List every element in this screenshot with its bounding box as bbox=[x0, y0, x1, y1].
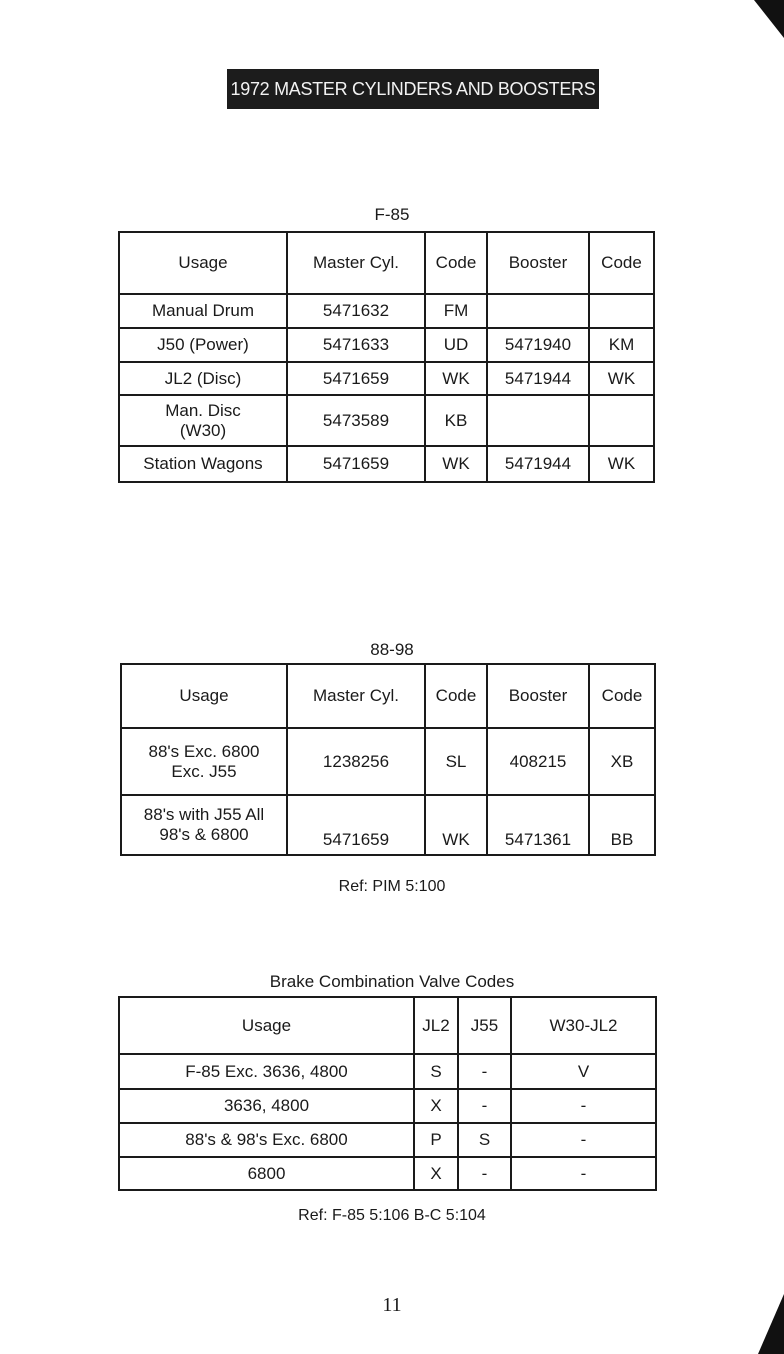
table-cell: Man. Disc (W30) bbox=[119, 395, 287, 446]
table-row bbox=[119, 1123, 656, 1157]
table-cell: - bbox=[511, 1123, 656, 1157]
page-title: 1972 MASTER CYLINDERS AND BOOSTERS bbox=[227, 69, 599, 109]
table-header-row bbox=[119, 997, 656, 1054]
table-cell: 5471944 bbox=[487, 446, 589, 482]
table-cell: 88's Exc. 6800 Exc. J55 bbox=[121, 728, 287, 795]
brake-combination-valve-table bbox=[118, 996, 657, 1191]
column-header: Code bbox=[589, 664, 655, 728]
column-header: Usage bbox=[119, 997, 414, 1054]
column-header: Booster bbox=[487, 664, 589, 728]
table-cell: 88's with J55 All 98's & 6800 bbox=[121, 795, 287, 855]
table-cell: WK bbox=[425, 795, 487, 855]
table-cell: 3636, 4800 bbox=[119, 1089, 414, 1123]
table-cell: 5471940 bbox=[487, 328, 589, 362]
column-header: Master Cyl. bbox=[287, 664, 425, 728]
f85-master-cylinder-table bbox=[118, 231, 655, 483]
table-cell: 408215 bbox=[487, 728, 589, 795]
table-cell: 5473589 bbox=[287, 395, 425, 446]
table-row bbox=[119, 362, 654, 395]
table-cell: 5471659 bbox=[287, 795, 425, 855]
table-cell bbox=[589, 395, 654, 446]
table-cell: 88's & 98's Exc. 6800 bbox=[119, 1123, 414, 1157]
table-cell: X bbox=[414, 1157, 458, 1190]
88-98-master-cylinder-table bbox=[120, 663, 656, 856]
page-corner-shadow-top bbox=[754, 0, 784, 38]
table2-reference: Ref: PIM 5:100 bbox=[338, 878, 446, 895]
table-row bbox=[121, 795, 655, 855]
table-cell: - bbox=[458, 1089, 511, 1123]
table-cell: 5471632 bbox=[287, 294, 425, 328]
table-cell: S bbox=[414, 1054, 458, 1089]
table-row bbox=[119, 1054, 656, 1089]
table-cell bbox=[487, 395, 589, 446]
table-cell: V bbox=[511, 1054, 656, 1089]
table-cell: WK bbox=[589, 362, 654, 395]
table-cell: WK bbox=[589, 446, 654, 482]
column-header: Code bbox=[425, 664, 487, 728]
table-row bbox=[119, 446, 654, 482]
table-cell: - bbox=[511, 1089, 656, 1123]
table-cell: KB bbox=[425, 395, 487, 446]
table-row bbox=[119, 1089, 656, 1123]
table-cell: FM bbox=[425, 294, 487, 328]
table-cell: 5471361 bbox=[487, 795, 589, 855]
table-cell: - bbox=[511, 1157, 656, 1190]
table-cell: Station Wagons bbox=[119, 446, 287, 482]
column-header: Booster bbox=[487, 232, 589, 294]
table-cell: - bbox=[458, 1157, 511, 1190]
table-cell: P bbox=[414, 1123, 458, 1157]
table-cell bbox=[589, 294, 654, 328]
table-header-row bbox=[121, 664, 655, 728]
table3-reference: Ref: F-85 5:106 B-C 5:104 bbox=[298, 1207, 486, 1224]
column-header: Code bbox=[589, 232, 654, 294]
column-header: Usage bbox=[119, 232, 287, 294]
table-row bbox=[119, 395, 654, 446]
table-cell: SL bbox=[425, 728, 487, 795]
table-cell: BB bbox=[589, 795, 655, 855]
table-cell: J50 (Power) bbox=[119, 328, 287, 362]
table-row bbox=[119, 294, 654, 328]
table-cell: WK bbox=[425, 446, 487, 482]
table-cell: WK bbox=[425, 362, 487, 395]
table-cell: 5471633 bbox=[287, 328, 425, 362]
table-cell: 1238256 bbox=[287, 728, 425, 795]
table-row bbox=[119, 1157, 656, 1190]
table2-caption: 88-98 bbox=[370, 640, 414, 659]
column-header: Code bbox=[425, 232, 487, 294]
table-cell: XB bbox=[589, 728, 655, 795]
table-row bbox=[121, 728, 655, 795]
table-cell: 6800 bbox=[119, 1157, 414, 1190]
column-header: J55 bbox=[458, 997, 511, 1054]
table-cell: 5471659 bbox=[287, 362, 425, 395]
table1-caption: F-85 bbox=[374, 205, 410, 224]
table-row bbox=[119, 328, 654, 362]
column-header: Usage bbox=[121, 664, 287, 728]
table-cell: F-85 Exc. 3636, 4800 bbox=[119, 1054, 414, 1089]
table-cell bbox=[487, 294, 589, 328]
column-header: JL2 bbox=[414, 997, 458, 1054]
table-cell: Manual Drum bbox=[119, 294, 287, 328]
table-cell: KM bbox=[589, 328, 654, 362]
table-cell: JL2 (Disc) bbox=[119, 362, 287, 395]
table-cell: 5471944 bbox=[487, 362, 589, 395]
table-cell: - bbox=[458, 1054, 511, 1089]
table-cell: UD bbox=[425, 328, 487, 362]
page-number: 11 bbox=[382, 1294, 402, 1316]
table-header-row bbox=[119, 232, 654, 294]
table-cell: X bbox=[414, 1089, 458, 1123]
table-cell: S bbox=[458, 1123, 511, 1157]
table3-caption: Brake Combination Valve Codes bbox=[269, 972, 515, 991]
column-header: Master Cyl. bbox=[287, 232, 425, 294]
table-cell: 5471659 bbox=[287, 446, 425, 482]
column-header: W30-JL2 bbox=[511, 997, 656, 1054]
